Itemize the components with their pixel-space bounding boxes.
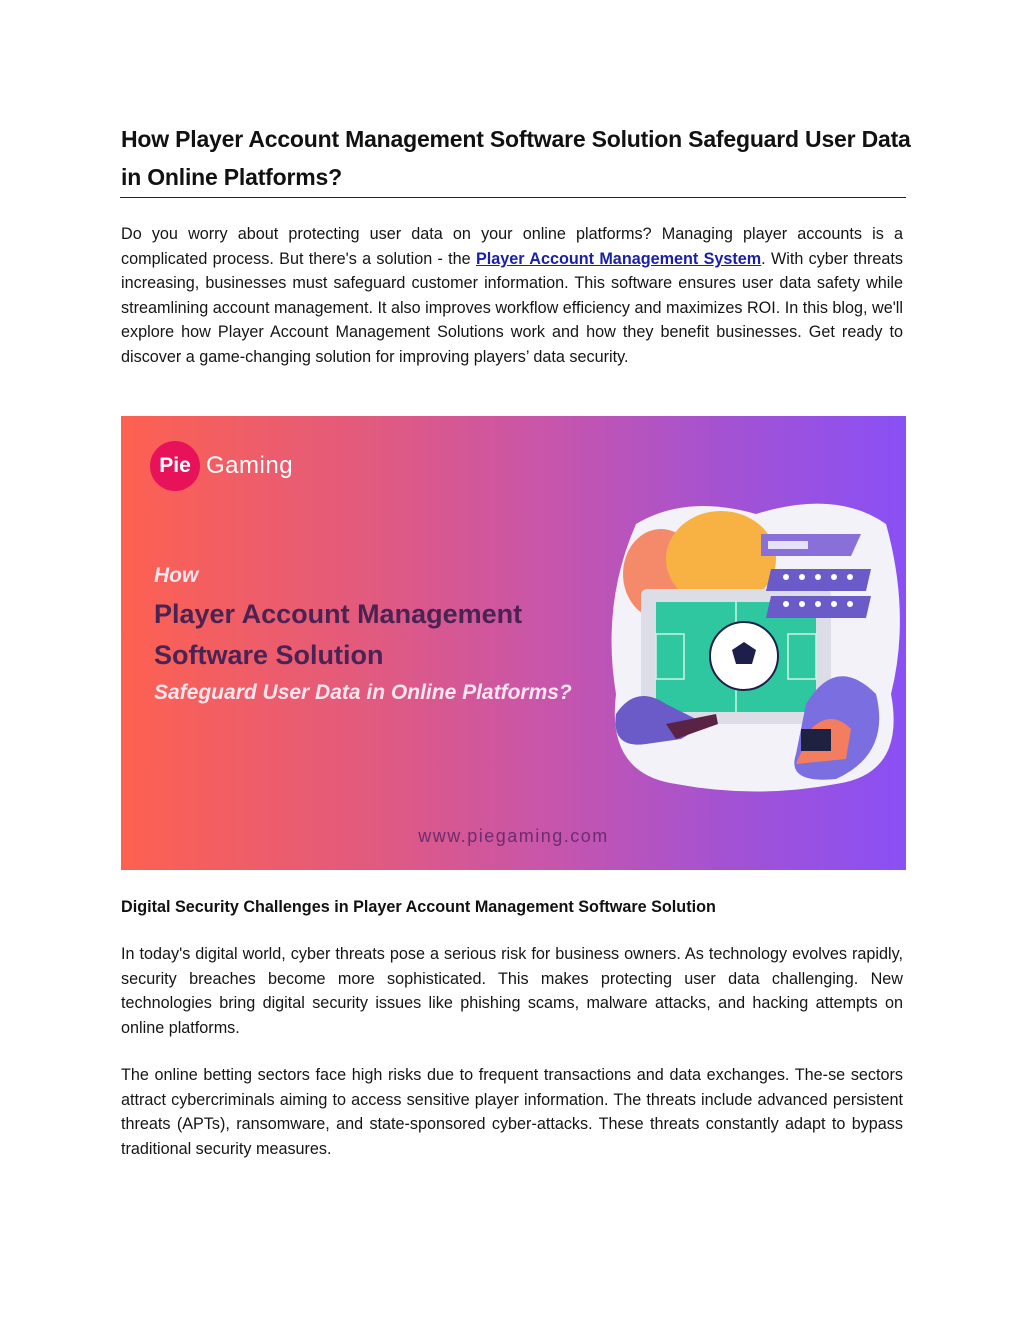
intro-text-before: Do you worry about protecting user data on your online platforms? Managing player accounts is a complicated process. But there's a solution - the bbox=[121, 225, 903, 268]
betting-risks-paragraph: The online betting sectors face high risks due to frequent transactions and data exchanges. The-se sectors attract cybercriminals aiming to access sensitive player information. The threats include advanced persistent threats (APTs), ransomware, and state-sponsored cyber-attacks. These threats constantly adapt to bypass traditional security measures. bbox=[121, 1066, 903, 1158]
banner-main-heading: Player Account Management Software Solution bbox=[154, 599, 523, 670]
laptop-icon bbox=[801, 729, 831, 751]
player-account-management-system-link[interactable]: Player Account Management System bbox=[475, 249, 762, 268]
security-paragraph: In today's digital world, cyber threats pose a serious risk for business owners. As technology evolves rapidly, security breaches become more sophisticated. This makes protecting user data challenging. New technologies bring digital security issues like phishing scams, malware attacks, and hacking attempts on online platforms. bbox=[121, 945, 903, 1037]
banner-subheading: Safeguard User Data in Online Platforms? bbox=[154, 681, 572, 704]
pie-gaming-logo bbox=[150, 441, 293, 491]
ui-users-panel-1 bbox=[766, 569, 871, 591]
logo-circle: Pie bbox=[150, 441, 200, 491]
article-title: How Player Account Management Software Solution Safeguard User Data in Online Platforms? bbox=[121, 126, 911, 190]
ui-users-panel-2 bbox=[766, 596, 871, 618]
banner-how-text: How bbox=[154, 564, 199, 587]
banner-website-url: www.piegaming.com bbox=[418, 826, 609, 846]
ui-progress-fill bbox=[768, 541, 808, 549]
section-heading: Digital Security Challenges in Player Account Management Software Solution bbox=[121, 898, 716, 916]
soccer-gaming-illustration bbox=[606, 494, 906, 794]
intro-text-after: . With cyber threats increasing, businesses must safeguard customer information. This software ensures user data safety while streamlining account management. It also improves workflow efficiency and maximizes ROI. In this blog, we'll explore how Player Account Management Solutions work and how they benefit businesses. Get ready to discover a game-changing solution for improving players’ data security. bbox=[121, 249, 903, 366]
title-divider bbox=[120, 197, 906, 198]
logo-text: Gaming bbox=[206, 452, 294, 479]
hero-banner-image bbox=[121, 416, 906, 870]
intro-paragraph bbox=[121, 222, 903, 370]
